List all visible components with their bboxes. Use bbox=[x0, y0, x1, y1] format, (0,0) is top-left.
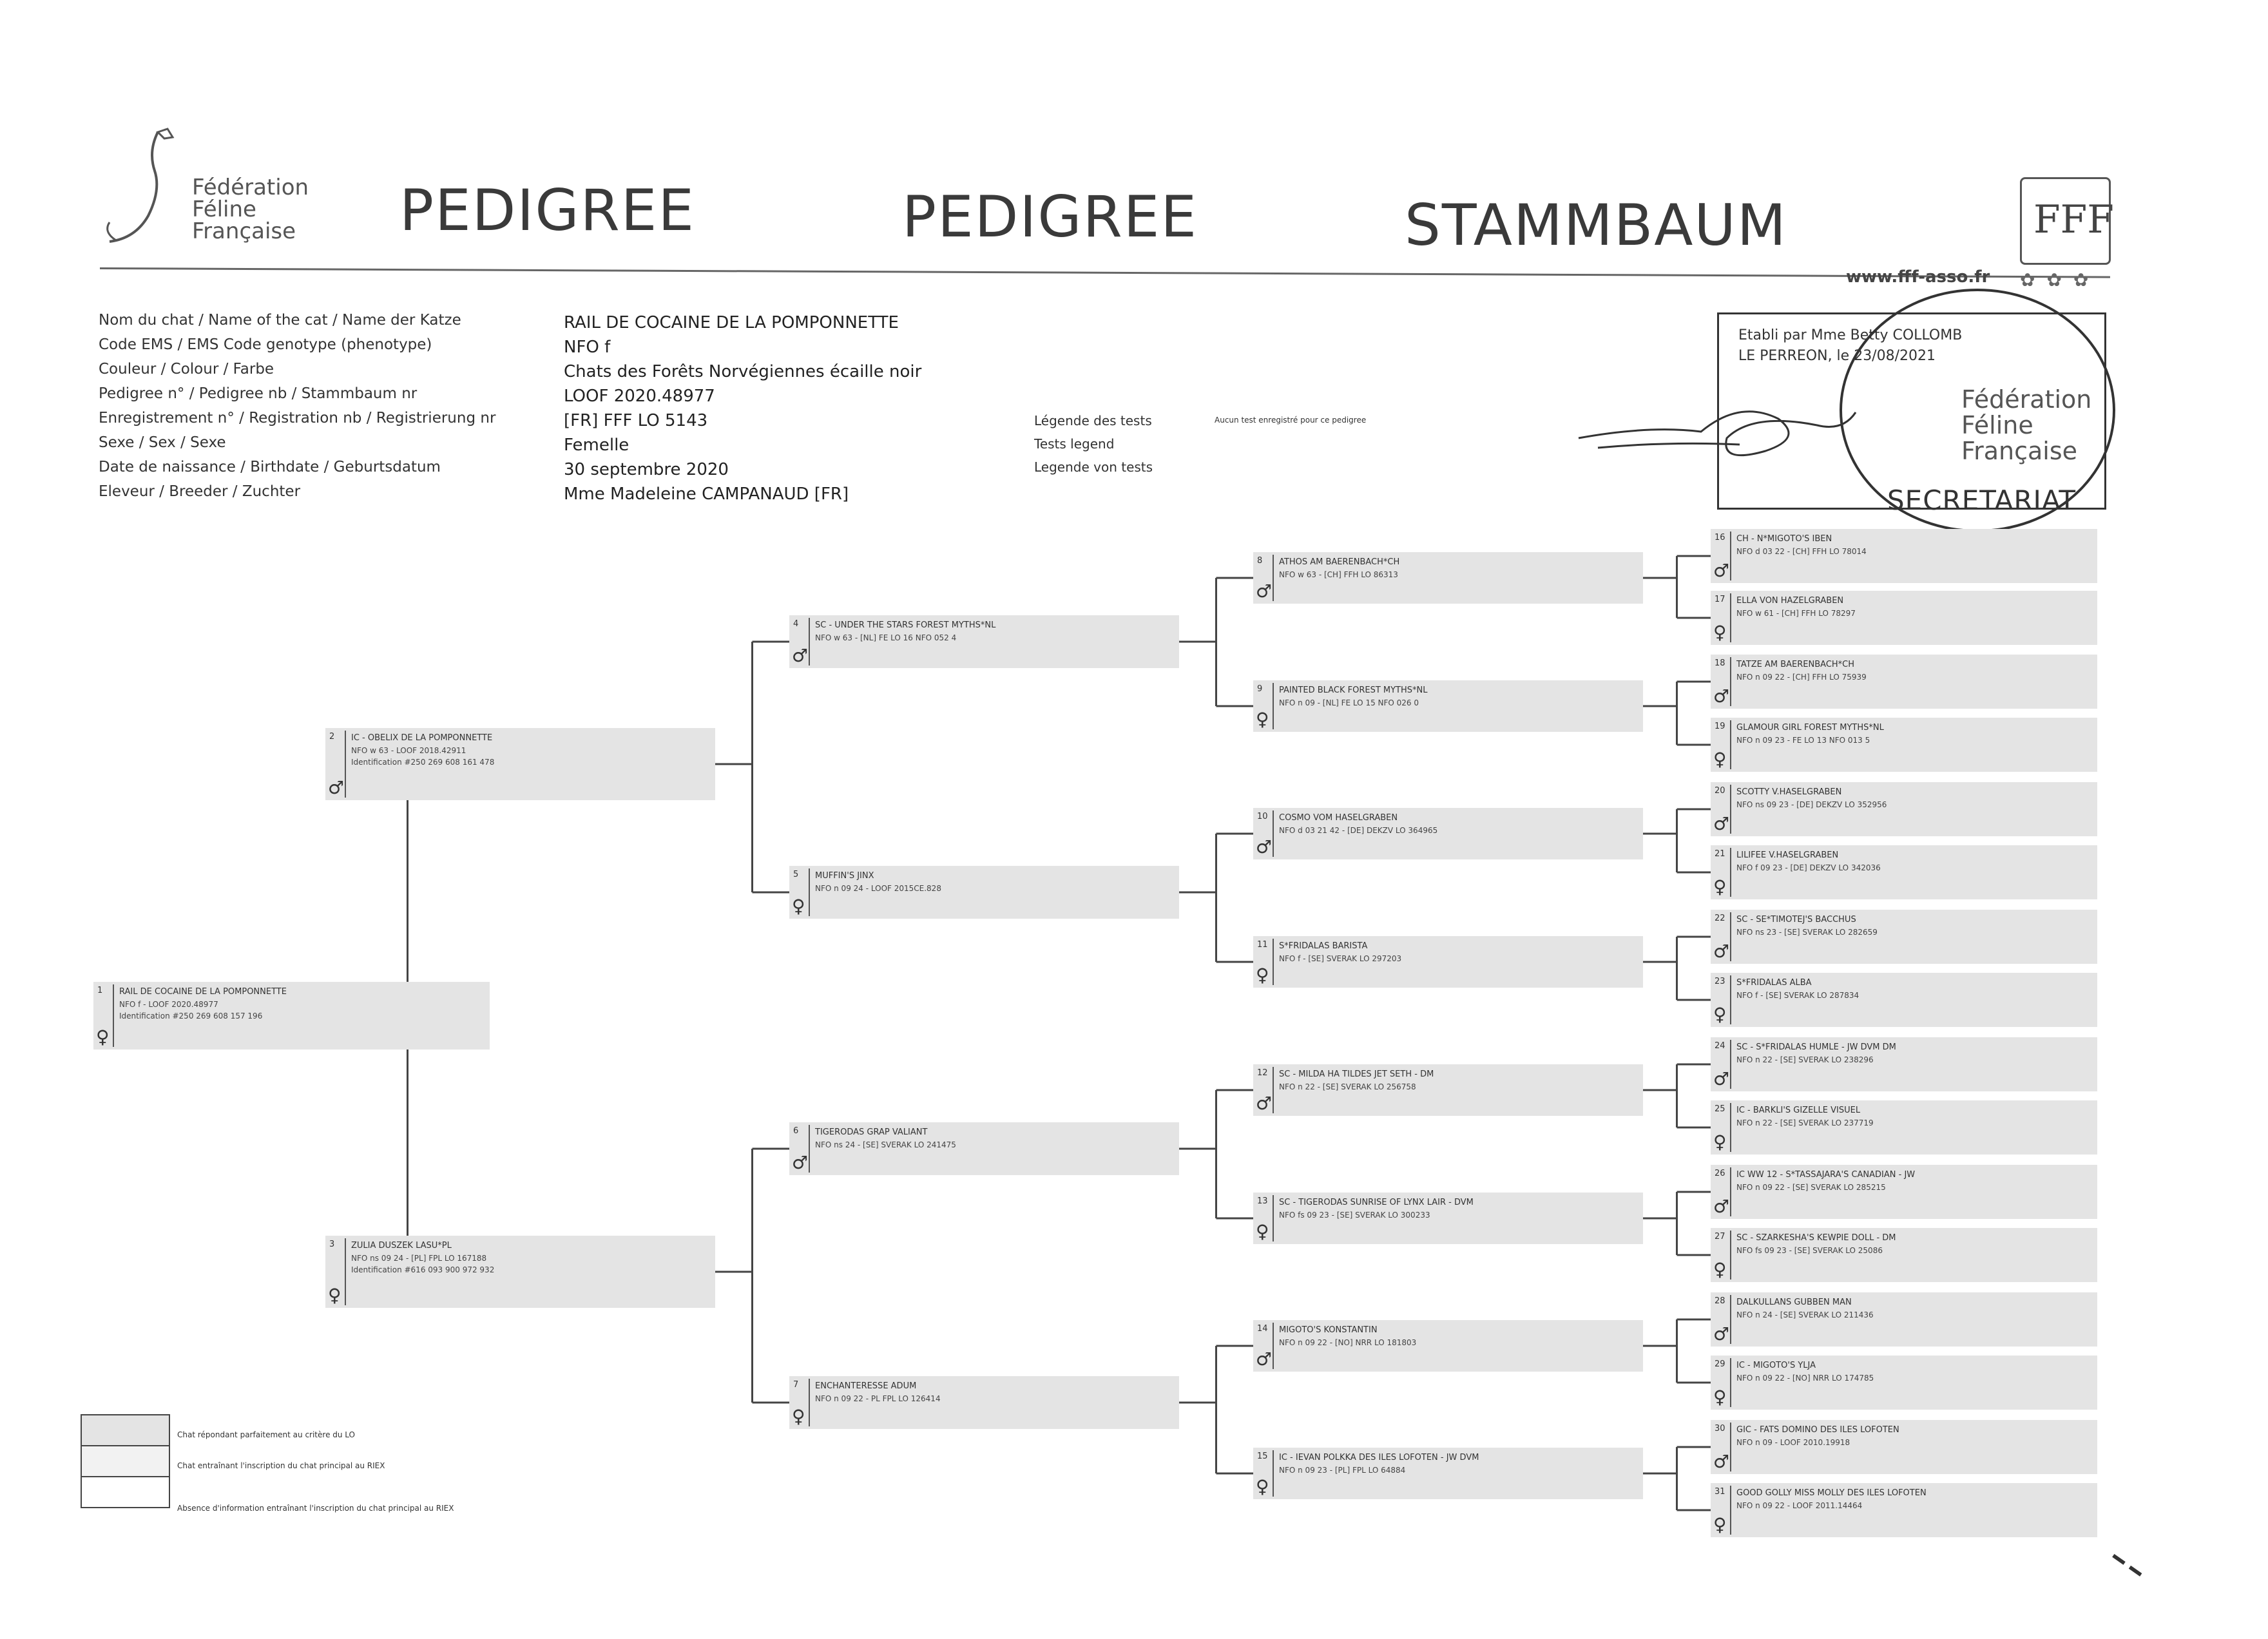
sex-symbol-icon: ♀ bbox=[1256, 964, 1269, 986]
cat-number: 16 bbox=[1715, 533, 1725, 542]
cat-name: CH - N*MIGOTO'S IBEN bbox=[1736, 534, 1832, 544]
box-divider bbox=[1730, 1358, 1731, 1407]
pedigree-cat-box-22 bbox=[1711, 910, 2097, 964]
cat-registration: NFO w 61 - [CH] FFH LO 78297 bbox=[1736, 609, 1856, 618]
legend-swatch-lo bbox=[81, 1414, 170, 1446]
box-divider bbox=[113, 984, 114, 1047]
label-cat-name: Nom du chat / Name of the cat / Name der Katze bbox=[99, 312, 461, 329]
cat-name: ELLA VON HAZELGRABEN bbox=[1736, 596, 1844, 606]
box-divider bbox=[1730, 1167, 1731, 1216]
cat-number: 1 bbox=[97, 986, 103, 995]
pedigree-cat-box-7 bbox=[789, 1376, 1179, 1429]
box-divider bbox=[1273, 1450, 1274, 1497]
cat-name: DALKULLANS GUBBEN MAN bbox=[1736, 1298, 1852, 1307]
seal-line-3: Française bbox=[1961, 437, 2077, 465]
sex-symbol-icon: ♀ bbox=[1713, 1004, 1727, 1025]
cat-name: ENCHANTERESSE ADUM bbox=[815, 1381, 917, 1391]
sex-symbol-icon: ♂ bbox=[328, 777, 345, 798]
box-divider bbox=[1730, 1103, 1731, 1152]
box-divider bbox=[809, 1125, 810, 1173]
sex-symbol-icon: ♀ bbox=[1713, 1259, 1727, 1280]
website-link[interactable]: www.fff-asso.fr bbox=[1846, 267, 1990, 287]
sex-symbol-icon: ♂ bbox=[1713, 685, 1730, 707]
title-stammbaum: STAMMBAUM bbox=[1405, 192, 1787, 258]
sex-symbol-icon: ♀ bbox=[792, 896, 805, 917]
box-divider bbox=[1730, 657, 1731, 706]
sex-symbol-icon: ♂ bbox=[1713, 813, 1730, 834]
pedigree-cat-box-27 bbox=[1711, 1228, 2097, 1282]
pedigree-cat-box-15 bbox=[1253, 1448, 1643, 1499]
pedigree-cat-box-12 bbox=[1253, 1064, 1643, 1116]
cat-registration: NFO w 63 - [CH] FFH LO 86313 bbox=[1279, 570, 1398, 579]
cat-name: S*FRIDALAS ALBA bbox=[1736, 978, 1812, 988]
pedigree-cat-box-1 bbox=[93, 982, 490, 1050]
legend-swatch-absence bbox=[81, 1476, 170, 1508]
sex-symbol-icon: ♀ bbox=[1713, 876, 1727, 897]
box-divider bbox=[1273, 1067, 1274, 1113]
label-registration: Enregistrement n° / Registration nb / Registrierung nr bbox=[99, 410, 496, 427]
cat-registration: NFO ns 23 - [SE] SVERAK LO 282659 bbox=[1736, 928, 1878, 937]
pedigree-cat-box-31 bbox=[1711, 1483, 2097, 1537]
box-divider bbox=[1273, 939, 1274, 985]
cat-number: 25 bbox=[1715, 1104, 1725, 1114]
legend-swatch-riex bbox=[81, 1445, 170, 1477]
cat-number: 12 bbox=[1257, 1068, 1268, 1078]
value-breeder: Mme Madeleine CAMPANAUD [FR] bbox=[564, 484, 849, 504]
cat-name: SCOTTY V.HASELGRABEN bbox=[1736, 787, 1842, 797]
cat-number: 2 bbox=[329, 732, 335, 742]
pedigree-cat-box-16 bbox=[1711, 529, 2097, 583]
cat-registration: NFO n 09 22 - PL FPL LO 126414 bbox=[815, 1394, 941, 1403]
cat-name: ZULIA DUSZEK LASU*PL bbox=[351, 1241, 452, 1251]
cat-registration: NFO n 22 - [SE] SVERAK LO 256758 bbox=[1279, 1082, 1416, 1091]
cat-registration: NFO n 22 - [SE] SVERAK LO 237719 bbox=[1736, 1118, 1874, 1127]
cat-name: SC - SZARKESHA'S KEWPIE DOLL - DM bbox=[1736, 1233, 1896, 1243]
cat-name: GLAMOUR GIRL FOREST MYTHS*NL bbox=[1736, 723, 1884, 733]
sex-symbol-icon: ♂ bbox=[1713, 560, 1730, 581]
cat-registration: NFO ns 24 - [SE] SVERAK LO 241475 bbox=[815, 1140, 956, 1149]
seal-secretariat: SECRETARIAT bbox=[1887, 484, 2077, 516]
sex-symbol-icon: ♂ bbox=[1256, 1093, 1273, 1114]
cat-name: MIGOTO'S KONSTANTIN bbox=[1279, 1325, 1378, 1335]
tests-label-en: Tests legend bbox=[1034, 436, 1115, 452]
seal-line-1: Fédération bbox=[1961, 385, 2092, 414]
cat-number: 24 bbox=[1715, 1041, 1725, 1051]
title-pedigree-fr: PEDIGREE bbox=[399, 177, 695, 244]
box-divider bbox=[345, 1238, 346, 1305]
label-breeder: Eleveur / Breeder / Zuchter bbox=[99, 483, 301, 500]
sex-symbol-icon: ♂ bbox=[792, 1152, 809, 1173]
label-colour: Couleur / Colour / Farbe bbox=[99, 361, 274, 378]
label-sex: Sexe / Sex / Sexe bbox=[99, 434, 226, 451]
sex-symbol-icon: ♀ bbox=[1713, 622, 1727, 643]
legend-text-absence: Absence d'information entraînant l'inscription du chat principal au RIEX bbox=[177, 1504, 454, 1513]
sex-symbol-icon: ♀ bbox=[1713, 1514, 1727, 1535]
cat-registration: NFO f - LOOF 2020.48977 bbox=[119, 1000, 218, 1009]
cat-registration: NFO n 09 22 - [NO] NRR LO 181803 bbox=[1279, 1338, 1417, 1347]
pedigree-cat-box-23 bbox=[1711, 973, 2097, 1027]
cat-name: SC - TIGERODAS SUNRISE OF LYNX LAIR - DVM bbox=[1279, 1198, 1474, 1207]
cat-registration: NFO w 63 - LOOF 2018.42911 bbox=[351, 746, 466, 755]
page-corner-mark-icon: ━ ━ bbox=[2106, 1545, 2148, 1586]
cat-number: 7 bbox=[793, 1380, 799, 1390]
cat-identification: Identification #250 269 608 157 196 bbox=[119, 1011, 263, 1021]
cat-name: IC - BARKLI'S GIZELLE VISUEL bbox=[1736, 1106, 1861, 1115]
cat-name: RAIL DE COCAINE DE LA POMPONNETTE bbox=[119, 987, 287, 997]
box-divider bbox=[1730, 720, 1731, 769]
cat-identification: Identification #250 269 608 161 478 bbox=[351, 758, 495, 767]
cat-registration: NFO d 03 21 42 - [DE] DEKZV LO 364965 bbox=[1279, 826, 1438, 835]
box-divider bbox=[809, 868, 810, 916]
cat-number: 11 bbox=[1257, 940, 1268, 950]
sex-symbol-icon: ♂ bbox=[1256, 580, 1273, 602]
value-registration: [FR] FFF LO 5143 bbox=[564, 411, 708, 430]
cat-name: SC - S*FRIDALAS HUMLE - JW DVM DM bbox=[1736, 1042, 1896, 1052]
cat-name: TIGERODAS GRAP VALIANT bbox=[815, 1127, 928, 1137]
box-divider bbox=[1273, 1195, 1274, 1241]
cat-name: MUFFIN'S JINX bbox=[815, 871, 874, 881]
box-divider bbox=[1730, 1040, 1731, 1089]
pedigree-cat-box-21 bbox=[1711, 845, 2097, 899]
label-pedigree: Pedigree n° / Pedigree nb / Stammbaum nr bbox=[99, 385, 418, 402]
cat-registration: NFO n 24 - [SE] SVERAK LO 211436 bbox=[1736, 1310, 1874, 1319]
pedigree-cat-box-17 bbox=[1711, 591, 2097, 645]
cat-registration: NFO n 09 22 - [SE] SVERAK LO 285215 bbox=[1736, 1183, 1886, 1192]
box-divider bbox=[1730, 532, 1731, 580]
sex-symbol-icon: ♀ bbox=[96, 1026, 110, 1048]
logo-line-3: Française bbox=[192, 218, 296, 244]
cat-registration: NFO f - [SE] SVERAK LO 287834 bbox=[1736, 991, 1860, 1000]
cat-number: 18 bbox=[1715, 658, 1725, 668]
cat-registration: NFO ns 09 24 - [PL] FPL LO 167188 bbox=[351, 1254, 487, 1263]
cat-registration: NFO f - [SE] SVERAK LO 297203 bbox=[1279, 954, 1402, 963]
cat-name: IC - OBELIX DE LA POMPONNETTE bbox=[351, 733, 493, 743]
box-divider bbox=[1730, 912, 1731, 961]
cat-registration: NFO f 09 23 - [DE] DEKZV LO 342036 bbox=[1736, 863, 1881, 872]
cat-registration: NFO n 22 - [SE] SVERAK LO 238296 bbox=[1736, 1055, 1874, 1064]
box-divider bbox=[1273, 683, 1274, 729]
cat-name: IC - MIGOTO'S YLJA bbox=[1736, 1361, 1816, 1370]
box-divider bbox=[1273, 1323, 1274, 1369]
cat-name: IC - IEVAN POLKKA DES ILES LOFOTEN - JW DVM bbox=[1279, 1453, 1479, 1462]
cat-number: 15 bbox=[1257, 1452, 1268, 1461]
sex-symbol-icon: ♀ bbox=[1713, 1386, 1727, 1408]
cat-number: 21 bbox=[1715, 849, 1725, 859]
cat-name: TATZE AM BAERENBACH*CH bbox=[1736, 660, 1855, 669]
cat-number: 9 bbox=[1257, 684, 1263, 694]
title-pedigree-en: PEDIGREE bbox=[902, 184, 1198, 250]
cat-registration: NFO fs 09 23 - [SE] SVERAK LO 25086 bbox=[1736, 1246, 1883, 1255]
cat-number: 27 bbox=[1715, 1232, 1725, 1241]
cat-number: 23 bbox=[1715, 977, 1725, 986]
cat-name: PAINTED BLACK FOREST MYTHS*NL bbox=[1279, 685, 1428, 695]
cat-number: 8 bbox=[1257, 556, 1263, 566]
pedigree-cat-box-25 bbox=[1711, 1100, 2097, 1155]
cat-number: 29 bbox=[1715, 1359, 1725, 1369]
cat-number: 6 bbox=[793, 1126, 799, 1136]
pedigree-cat-box-5 bbox=[789, 866, 1179, 919]
stamp-place-date: LE PERREON, le 23/08/2021 bbox=[1738, 348, 1936, 364]
sex-symbol-icon: ♂ bbox=[1713, 1068, 1730, 1089]
cat-number: 5 bbox=[793, 870, 799, 879]
box-divider bbox=[1730, 1486, 1731, 1535]
paw-prints-icon: ✿✿✿ bbox=[2020, 269, 2100, 291]
pedigree-cat-box-26 bbox=[1711, 1165, 2097, 1219]
logo-line-2: Féline bbox=[192, 196, 256, 222]
box-divider bbox=[809, 618, 810, 666]
pedigree-cat-box-9 bbox=[1253, 680, 1643, 732]
cat-number: 30 bbox=[1715, 1424, 1725, 1433]
cat-name: ATHOS AM BAERENBACH*CH bbox=[1279, 557, 1400, 567]
value-pedigree: LOOF 2020.48977 bbox=[564, 387, 715, 406]
pedigree-cat-box-6 bbox=[789, 1122, 1179, 1175]
box-divider bbox=[1730, 1423, 1731, 1471]
cat-registration: NFO n 09 - [NL] FE LO 15 NFO 026 0 bbox=[1279, 698, 1419, 707]
tests-label-fr: Légende des tests bbox=[1034, 413, 1152, 428]
value-birthdate: 30 septembre 2020 bbox=[564, 460, 729, 479]
pedigree-cat-box-19 bbox=[1711, 718, 2097, 772]
sex-symbol-icon: ♂ bbox=[1713, 941, 1730, 962]
cat-registration: NFO n 09 22 - [NO] NRR LO 174785 bbox=[1736, 1374, 1874, 1383]
box-divider bbox=[1730, 848, 1731, 897]
cat-name: SC - SE*TIMOTEJ'S BACCHUS bbox=[1736, 915, 1856, 925]
cat-number: 28 bbox=[1715, 1296, 1725, 1306]
cat-number: 14 bbox=[1257, 1324, 1268, 1334]
cat-registration: NFO w 63 - [NL] FE LO 16 NFO 052 4 bbox=[815, 633, 957, 642]
cat-number: 3 bbox=[329, 1240, 335, 1249]
cat-registration: NFO n 09 24 - LOOF 2015CE.828 bbox=[815, 884, 941, 893]
cat-registration: NFO n 09 23 - [PL] FPL LO 64884 bbox=[1279, 1466, 1406, 1475]
pedigree-cat-box-10 bbox=[1253, 808, 1643, 859]
cat-number: 26 bbox=[1715, 1169, 1725, 1178]
sex-symbol-icon: ♂ bbox=[1256, 836, 1273, 858]
sex-symbol-icon: ♂ bbox=[1713, 1196, 1730, 1217]
cat-registration: NFO n 09 22 - [CH] FFH LO 75939 bbox=[1736, 673, 1867, 682]
pedigree-cat-box-3 bbox=[325, 1236, 715, 1308]
cat-number: 13 bbox=[1257, 1196, 1268, 1206]
sex-symbol-icon: ♂ bbox=[1713, 1323, 1730, 1345]
cat-name: COSMO VOM HASELGRABEN bbox=[1279, 813, 1398, 823]
pedigree-cat-box-11 bbox=[1253, 936, 1643, 988]
cat-name: SC - MILDA HA TILDES JET SETH - DM bbox=[1279, 1069, 1434, 1079]
cat-name: GIC - FATS DOMINO DES ILES LOFOTEN bbox=[1736, 1425, 1899, 1435]
sex-symbol-icon: ♀ bbox=[1256, 1221, 1269, 1242]
box-divider bbox=[809, 1379, 810, 1426]
sex-symbol-icon: ♀ bbox=[1256, 1476, 1269, 1497]
cat-number: 4 bbox=[793, 619, 799, 629]
stamp-established-by: Etabli par Mme Betty COLLOMB bbox=[1738, 327, 1963, 343]
box-divider bbox=[1730, 593, 1731, 642]
tests-label-de: Legende von tests bbox=[1034, 459, 1153, 475]
cat-registration: NFO fs 09 23 - [SE] SVERAK LO 300233 bbox=[1279, 1211, 1430, 1220]
value-cat-name: RAIL DE COCAINE DE LA POMPONNETTE bbox=[564, 313, 899, 332]
legend-text-riex: Chat entraînant l'inscription du chat principal au RIEX bbox=[177, 1461, 385, 1470]
value-sex: Femelle bbox=[564, 436, 629, 455]
value-ems: NFO f bbox=[564, 338, 611, 357]
cat-name: S*FRIDALAS BARISTA bbox=[1279, 941, 1368, 951]
cat-name: GOOD GOLLY MISS MOLLY DES ILES LOFOTEN bbox=[1736, 1488, 1927, 1498]
pedigree-cat-box-14 bbox=[1253, 1320, 1643, 1372]
pedigree-cat-box-4 bbox=[789, 615, 1179, 668]
pedigree-cat-box-13 bbox=[1253, 1193, 1643, 1244]
box-divider bbox=[1273, 555, 1274, 601]
box-divider bbox=[1730, 1295, 1731, 1344]
pedigree-cat-box-30 bbox=[1711, 1420, 2097, 1474]
cat-registration: NFO d 03 22 - [CH] FFH LO 78014 bbox=[1736, 547, 1867, 556]
cat-number: 31 bbox=[1715, 1487, 1725, 1497]
sex-symbol-icon: ♀ bbox=[792, 1406, 805, 1427]
label-birthdate: Date de naissance / Birthdate / Geburtsdatum bbox=[99, 459, 441, 475]
cat-registration: NFO n 09 - LOOF 2010.19918 bbox=[1736, 1438, 1850, 1447]
cat-name: IC WW 12 - S*TASSAJARA'S CANADIAN - JW bbox=[1736, 1170, 1916, 1180]
sex-symbol-icon: ♀ bbox=[1713, 1131, 1727, 1153]
box-divider bbox=[1273, 810, 1274, 857]
pedigree-cat-box-2 bbox=[325, 728, 715, 800]
sex-symbol-icon: ♀ bbox=[1713, 749, 1727, 770]
box-divider bbox=[345, 731, 346, 798]
cat-number: 10 bbox=[1257, 812, 1268, 821]
emblem-text: FFF bbox=[2033, 197, 2114, 242]
sex-symbol-icon: ♀ bbox=[1256, 709, 1269, 730]
pedigree-cat-box-20 bbox=[1711, 782, 2097, 836]
pedigree-cat-box-8 bbox=[1253, 552, 1643, 604]
cat-number: 19 bbox=[1715, 722, 1725, 731]
box-divider bbox=[1730, 975, 1731, 1024]
sex-symbol-icon: ♂ bbox=[1713, 1451, 1730, 1472]
cat-name: LILIFEE V.HASELGRABEN bbox=[1736, 850, 1839, 860]
sex-symbol-icon: ♂ bbox=[1256, 1348, 1273, 1370]
sex-symbol-icon: ♂ bbox=[792, 645, 809, 666]
cat-registration: NFO n 09 23 - FE LO 13 NFO 013 5 bbox=[1736, 736, 1870, 745]
cat-name: SC - UNDER THE STARS FOREST MYTHS*NL bbox=[815, 620, 996, 630]
seal-line-2: Féline bbox=[1961, 411, 2033, 439]
label-ems: Code EMS / EMS Code genotype (phenotype) bbox=[99, 336, 432, 353]
pedigree-cat-box-28 bbox=[1711, 1292, 2097, 1347]
pedigree-cat-box-24 bbox=[1711, 1037, 2097, 1091]
cat-identification: Identification #616 093 900 972 932 bbox=[351, 1265, 495, 1274]
pedigree-cat-box-18 bbox=[1711, 655, 2097, 709]
box-divider bbox=[1730, 785, 1731, 834]
pedigree-cat-box-29 bbox=[1711, 1356, 2097, 1410]
logo-line-1: Fédération bbox=[192, 175, 309, 200]
cat-registration: NFO n 09 22 - LOOF 2011.14464 bbox=[1736, 1501, 1863, 1510]
legend-text-lo: Chat répondant parfaitement au critère du LO bbox=[177, 1430, 356, 1439]
cat-number: 17 bbox=[1715, 595, 1725, 604]
sex-symbol-icon: ♀ bbox=[328, 1285, 341, 1306]
box-divider bbox=[1730, 1231, 1731, 1280]
cat-registration: NFO ns 09 23 - [DE] DEKZV LO 352956 bbox=[1736, 800, 1887, 809]
value-colour: Chats des Forêts Norvégiennes écaille noir bbox=[564, 362, 922, 381]
tests-value: Aucun test enregistré pour ce pedigree bbox=[1215, 416, 1367, 425]
cat-number: 20 bbox=[1715, 786, 1725, 796]
cat-number: 22 bbox=[1715, 914, 1725, 923]
